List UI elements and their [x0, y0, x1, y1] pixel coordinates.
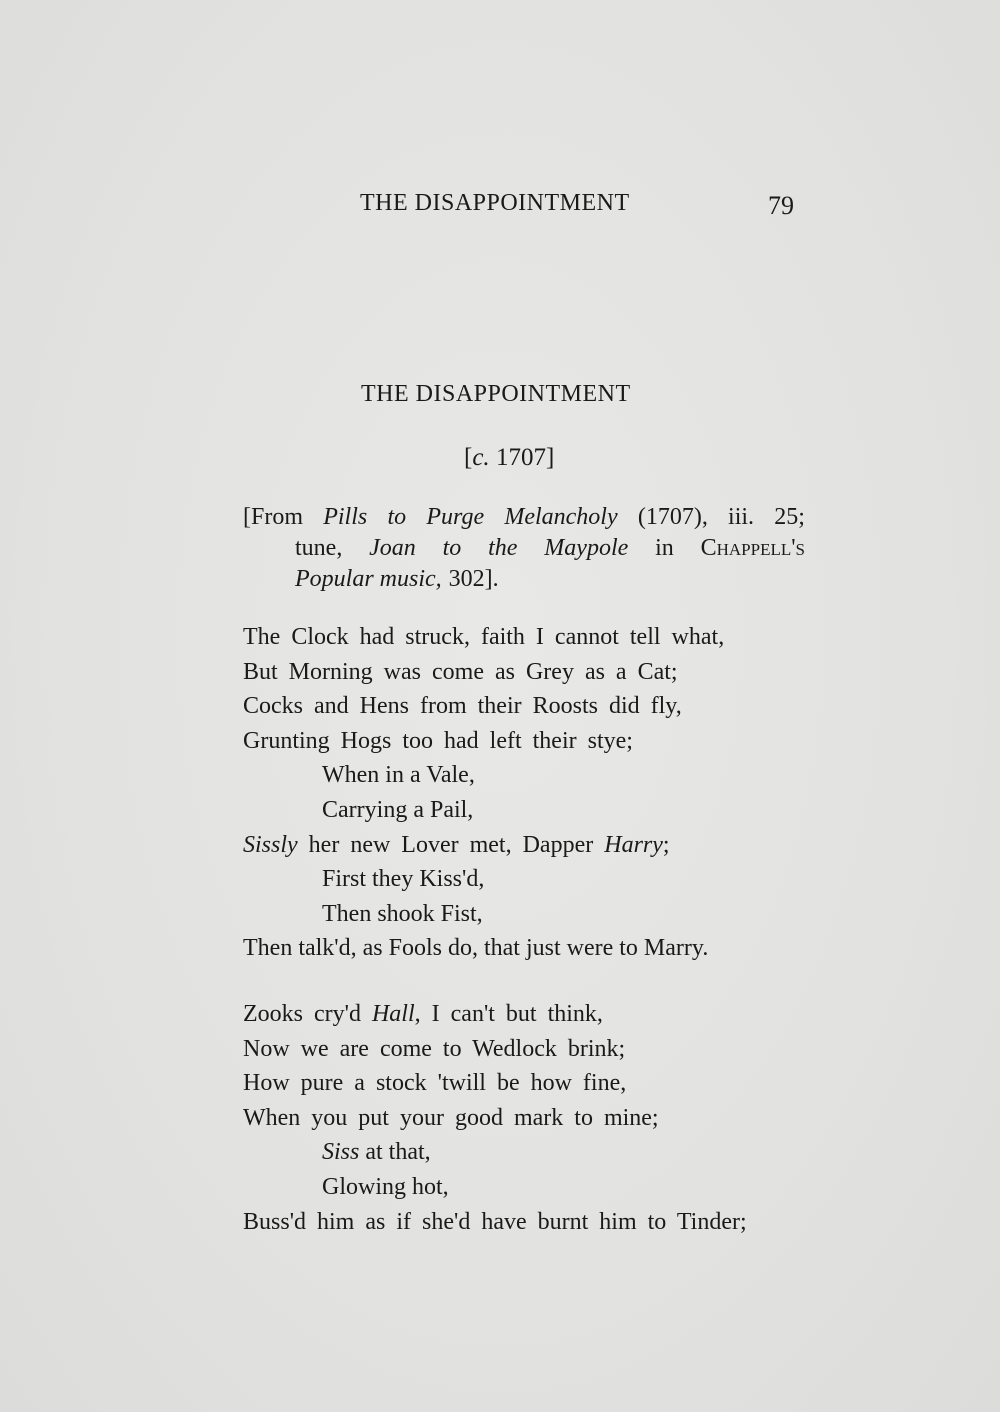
source-note [243, 502, 805, 595]
verse-name: Sissly [243, 831, 298, 858]
note-word: Chappell's [700, 535, 805, 561]
verse-text: at that, [359, 1139, 431, 1166]
verse-line [243, 828, 803, 863]
note-word: the [488, 535, 518, 561]
note-word: in [655, 535, 674, 561]
verse-name: Hall [371, 1001, 415, 1027]
verse-text: , I can't but think, [414, 1001, 603, 1027]
note-word: to [442, 535, 462, 561]
stanza-2 [243, 997, 803, 1239]
note-word: Melancholy [504, 504, 618, 530]
verse-line: Buss'd him as if she'd have burnt him to Tinder; [243, 1208, 747, 1235]
note-word: Joan [369, 535, 416, 561]
date-circa: c. [472, 444, 490, 471]
verse-line [243, 997, 803, 1032]
verse-line: How pure a stock 'twill be how fine, [243, 1070, 627, 1097]
note-word: tune, [295, 535, 343, 561]
note-word: Popular music, [295, 566, 442, 592]
verse-line: When you put your good mark to mine; [243, 1104, 659, 1131]
source-note-line-3 [243, 564, 805, 595]
verse-line [243, 1135, 803, 1170]
verse-line: First they Kiss'd, [322, 866, 485, 893]
verse-line: When in a Vale, [322, 762, 475, 789]
note-word: (1707), [637, 504, 708, 530]
page-number: 79 [768, 191, 794, 220]
verse-line: But Morning was come as Grey as a Cat; [243, 658, 678, 685]
verse-line: Carrying a Pail, [322, 796, 474, 823]
verse-text: ; [662, 831, 670, 858]
verse-name: Siss [322, 1139, 360, 1166]
running-head: THE DISAPPOINTMENT [360, 190, 630, 216]
verse-name: Harry [604, 831, 663, 858]
note-word: Purge [426, 504, 485, 530]
note-word: 302]. [448, 566, 499, 592]
verse-text: her new Lover met, Dapper [297, 831, 605, 858]
poem-date [464, 444, 554, 472]
source-note-line-1 [243, 502, 805, 533]
verse-line: Glowing hot, [322, 1173, 449, 1200]
verse-line: The Clock had struck, faith I cannot tell what, [243, 624, 725, 650]
verse-text: Zooks cry'd [243, 1001, 372, 1027]
verse-line: Then talk'd, as Fools do, that just were to Marry. [243, 935, 709, 962]
note-word: iii. [728, 504, 755, 530]
note-word: Pills [323, 504, 368, 530]
verse-line: Now we are come to Wedlock brink; [243, 1035, 626, 1062]
stanza-1 [243, 620, 803, 966]
note-word: 25; [774, 504, 805, 530]
date-bracket: [ [464, 444, 473, 471]
note-word: to [387, 504, 407, 530]
note-word: [From [243, 504, 303, 530]
source-note-line-2 [243, 533, 805, 564]
poem-title: THE DISAPPOINTMENT [361, 381, 631, 407]
date-year: 1707] [489, 444, 555, 471]
note-word: Maypole [544, 535, 629, 561]
verse-line: Then shook Fist, [322, 900, 483, 927]
verse-line: Cocks and Hens from their Roosts did fly, [243, 693, 682, 720]
verse-line: Grunting Hogs too had left their stye; [243, 727, 633, 754]
